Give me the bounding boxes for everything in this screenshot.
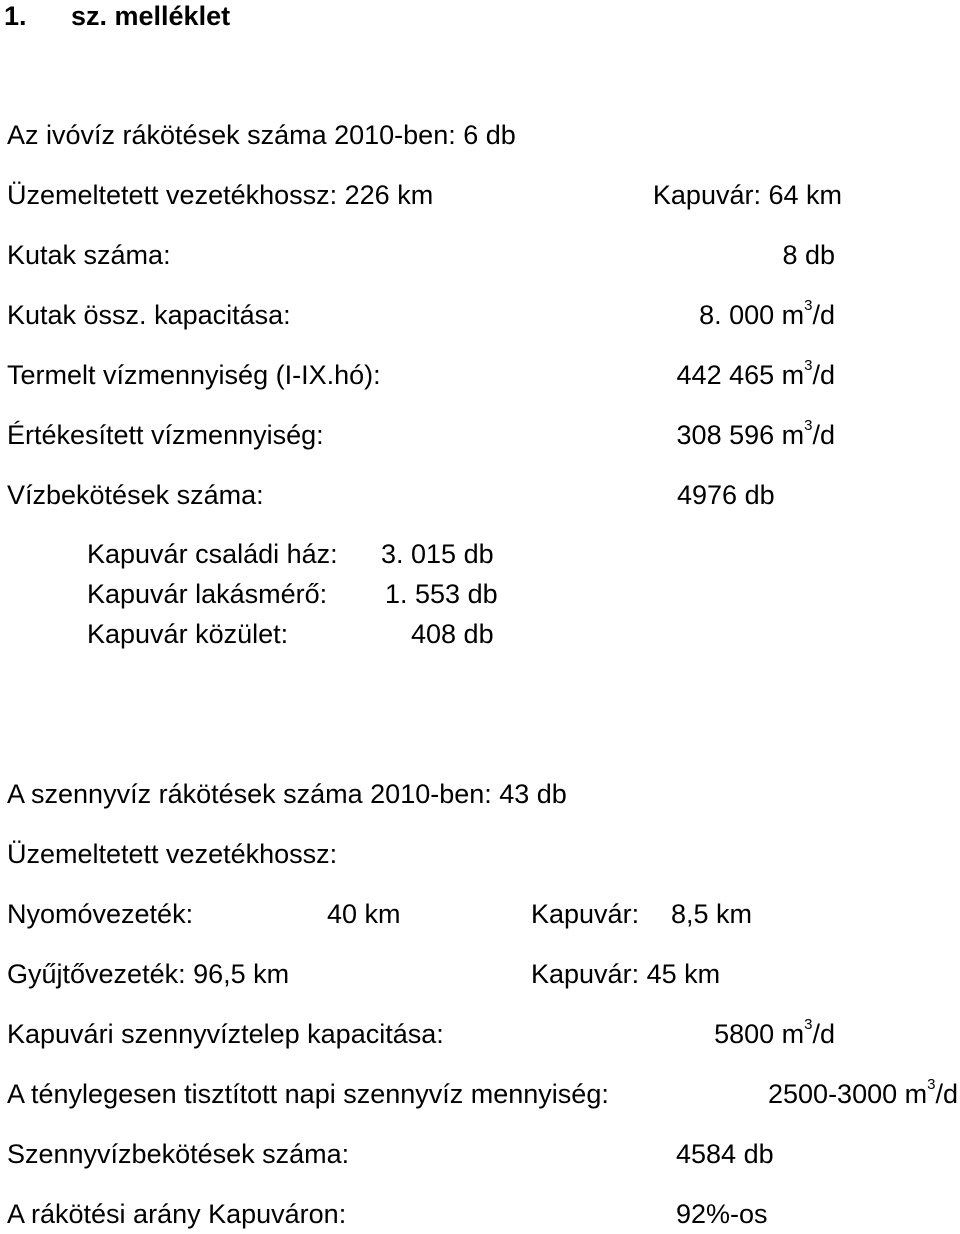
water-connections-2010: Az ivóvíz rákötések száma 2010-ben: 6 db [7,120,516,150]
breakdown-label: Kapuvár közület: [87,619,289,649]
sewer-connections-value: 4584 db [676,1139,774,1169]
produced-value: 442 465 $m^3/d$ [676,357,835,390]
water-pipe-length-kapuvar: Kapuvár: 64 km [652,180,842,210]
plant-capacity-label: Kapuvári szennyvíztelep kapacitása: [7,1019,444,1049]
capacity-value: 8. 000 $m^3/d$ [699,297,835,330]
treated-value: 2500-3000 $m^3/d$ [768,1076,958,1109]
pressure-kapuvar-value: 8,5 km [671,899,753,929]
collector-kapuvar: Kapuvár: 45 km [531,959,721,989]
wells-value: 8 db [782,240,835,270]
breakdown-value: 408 db [411,619,494,649]
breakdown-label: Kapuvár lakásmérő: [87,579,328,609]
capacity-label: Kutak össz. kapacitása: [7,300,291,330]
breakdown-value: 1. 553 db [385,579,498,609]
plant-capacity-value: 5800 $m^3/d$ [714,1016,835,1049]
sewer-connections-label: Szennyvízbekötések száma: [7,1139,350,1169]
ratio-value: 92%-os [676,1199,768,1229]
sold-label: Értékesített vízmennyiség: [7,420,324,450]
attachment-number: 1. [4,1,27,31]
pressure-kapuvar-label: Kapuvár: [531,899,640,929]
produced-label: Termelt vízmennyiség (I-IX.hó): [7,360,381,390]
collector-pipe: Gyűjtővezeték: 96,5 km [7,959,290,989]
pressure-pipe-label: Nyomóvezeték: [7,899,194,929]
water-connections-label: Vízbekötések száma: [7,480,264,510]
breakdown-value: 3. 015 db [381,539,494,569]
sewage-pipe-length-label: Üzemeltetett vezetékhossz: [7,839,338,869]
attachment-title: sz. melléklet [71,1,231,31]
pressure-pipe-value: 40 km [327,899,401,929]
breakdown-label: Kapuvár családi ház: [87,539,338,569]
water-pipe-length-label: Üzemeltetett vezetékhossz: 226 km [7,180,434,210]
treated-label: A ténylegesen tisztított napi szennyvíz mennyiség: [7,1079,609,1109]
ratio-label: A rákötési arány Kapuváron: [7,1199,347,1229]
sold-value: 308 596 $m^3/d$ [676,417,835,450]
wells-label: Kutak száma: [7,240,171,270]
water-connections-value: 4976 db [677,480,775,510]
sewage-connections-2010: A szennyvíz rákötések száma 2010-ben: 43 db [7,779,567,809]
